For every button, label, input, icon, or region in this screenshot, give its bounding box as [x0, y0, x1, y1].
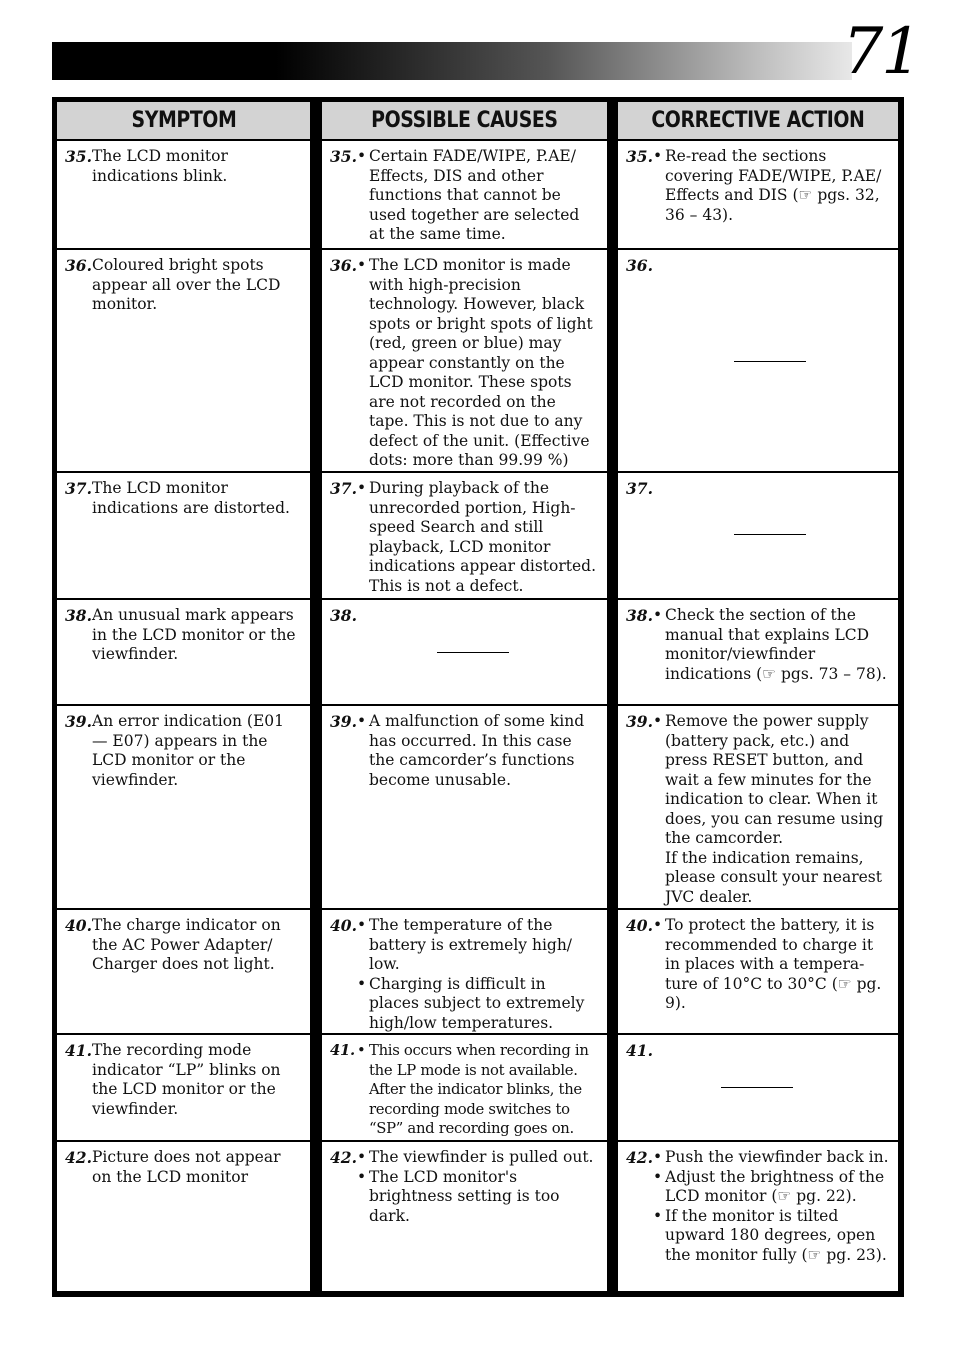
- item-number: 40.: [626, 916, 653, 935]
- causes-cell-40: 40. • The temperature of the battery is extremely high/ low. • Charging is difficult in places subject to extremely high/low temperatures.: [322, 910, 607, 1035]
- item-number: 39.: [626, 712, 653, 731]
- action-text: Adjust the brightness of the LCD monitor (☞ pg. 22).: [665, 1167, 885, 1205]
- item-number: 42.: [65, 1148, 92, 1167]
- page-number: 71: [842, 15, 920, 89]
- action-cell-40: 40. • To protect the battery, it is recommended to charge it in places with a tempera- ture of 10°C to 30°C (☞ pg. 9).: [618, 910, 898, 1035]
- item-number: 41.: [65, 1041, 92, 1060]
- symptom-cell-39: [57, 706, 310, 910]
- item-number: 38.: [65, 606, 92, 625]
- cause-text: The temperature of the battery is extremely high/ low.: [369, 916, 573, 973]
- symptom-text: An unusual mark appears in the LCD monitor or the viewfinder.: [92, 606, 296, 663]
- header-gradient-bar: [52, 42, 852, 80]
- cause-text: The viewfinder is pulled out.: [369, 1148, 594, 1166]
- cause-text: This occurs when recording in the LP mode is not available. After the indicator blinks, the recording mode switches to “SP” and recording goes on.: [369, 1042, 589, 1137]
- action-cell-35: 35. • Re-read the sections covering FADE/WIPE, P.AE/ Effects and DIS (☞ pgs. 32, 36 – 43).: [618, 141, 898, 250]
- symptom-cell-42: [57, 1142, 310, 1291]
- symptom-text: The LCD monitor indications are distorted.: [92, 479, 290, 517]
- action-text: Re-read the sections covering FADE/WIPE, P.AE/ Effects and DIS (☞ pgs. 32, 36 – 43).: [665, 147, 882, 224]
- causes-cell-42: 42. • The viewfinder is pulled out. • The LCD monitor's brightness setting is too dark.: [322, 1142, 607, 1291]
- action-note: If the indication remains, please consult your nearest JVC dealer.: [665, 848, 882, 906]
- no-entry-dash: [721, 1087, 793, 1088]
- action-cell-41: [618, 1035, 898, 1142]
- cause-text: The LCD monitor's brightness setting is too dark.: [369, 1167, 560, 1225]
- symptom-column: [57, 102, 310, 1291]
- causes-cell-38: [322, 600, 607, 706]
- item-number: 42.: [330, 1148, 357, 1167]
- causes-cell-35: 35. • Certain FADE/WIPE, P.AE/ Effects, DIS and other functions that cannot be used together are selected at the same time.: [322, 141, 607, 250]
- causes-column: [322, 102, 607, 1291]
- item-number: 37.: [65, 479, 92, 498]
- causes-cell-41: 41. • This occurs when recording in the LP mode is not available. After the indicator blinks, the recording mode switches to “SP” and recording goes on.: [322, 1035, 607, 1142]
- action-text: Remove the power supply (battery pack, etc.) and press RESET button, and wait a few minutes for the indication to clear. When it does, you can resume using the camcorder.: [665, 712, 884, 847]
- item-number: 36.: [626, 256, 653, 275]
- cause-text: The LCD monitor is made with high-precision technology. However, black spots or bright spots of light (red, green or blue) may appear constantly on the LCD monitor. These spots are not recorded on the tape. This is not due to any defect of the unit. (Effective dots: more than 99.99 %): [369, 256, 593, 469]
- symptom-cell-38: [57, 600, 310, 706]
- action-cell-38: 38. • Check the section of the manual that explains LCD monitor/viewfinder indications (☞ pgs. 73 – 78).: [618, 600, 898, 706]
- item-number: 35.: [65, 147, 92, 166]
- symptom-text: The LCD monitor indications blink.: [92, 147, 228, 185]
- item-number: 36.: [65, 256, 92, 275]
- symptom-cell-36: [57, 250, 310, 473]
- cause-text: During playback of the unrecorded portion, High-speed Search and still playback, LCD monitor indications appear distorted. This is not a defect.: [369, 479, 597, 595]
- item-number: 39.: [65, 712, 92, 731]
- no-entry-dash: [734, 534, 806, 535]
- action-column: [618, 102, 898, 1291]
- item-number: 36.: [330, 256, 357, 275]
- symptom-cell-40: [57, 910, 310, 1035]
- symptom-text: The recording mode indicator “LP” blinks on the LCD monitor or the viewfinder.: [92, 1041, 281, 1118]
- symptom-header: SYMPTOM: [57, 102, 310, 141]
- item-number: 38.: [626, 606, 653, 625]
- causes-cell-36: 36. • The LCD monitor is made with high-precision technology. However, black spots or bright spots of light (red, green or blue) may appear constantly on the LCD monitor. These spots are not recorded on the tape. This is not due to any defect of the unit. (Effective dots: more than 99.99 %): [322, 250, 607, 473]
- action-text: Check the section of the manual that explains LCD monitor/viewfinder indications (☞ pgs. 73 – 78).: [665, 606, 887, 683]
- cause-text: A malfunction of some kind has occurred. In this case the camcorder’s functions become unusable.: [369, 712, 585, 789]
- action-cell-42: 42. • Push the viewfinder back in. • Adjust the brightness of the LCD monitor (☞ pg. 22). • If the monitor is tilted upward 180 degrees, open the monitor fully (☞ pg. 23).: [626, 1148, 889, 1264]
- item-number: 38.: [330, 606, 357, 625]
- symptom-cell-37: [57, 473, 310, 600]
- item-number: 35.: [330, 147, 357, 166]
- action-cell-36: [618, 250, 898, 473]
- item-number: 42.: [626, 1148, 653, 1167]
- item-number: 37.: [626, 479, 653, 498]
- cause-text: Charging is difficult in places subject to extremely high/low temperatures.: [369, 974, 585, 1032]
- no-entry-dash: [437, 652, 509, 653]
- no-entry-dash: [734, 361, 806, 362]
- causes-cell-39: 39. • A malfunction of some kind has occurred. In this case the camcorder’s functions become unusable.: [322, 706, 607, 910]
- item-number: 41.: [626, 1041, 653, 1060]
- item-number: 40.: [65, 916, 92, 935]
- symptom-text: Picture does not appear on the LCD monitor: [92, 1148, 281, 1186]
- action-text: To protect the battery, it is recommended to charge it in places with a tempera- ture of 10°C to 30°C (☞ pg. 9).: [665, 916, 882, 1012]
- item-number: 35.: [626, 147, 653, 166]
- cause-text: Certain FADE/WIPE, P.AE/ Effects, DIS and other functions that cannot be used together are selected at the same time.: [369, 147, 580, 243]
- symptom-text: The charge indicator on the AC Power Adapter/ Charger does not light.: [92, 916, 281, 973]
- action-cell-39: 39. • Remove the power supply (battery pack, etc.) and press RESET button, and wait a few minutes for the indication to clear. When it does, you can resume using the camcorder. If the indication remains, please consult your nearest JVC dealer.: [618, 706, 898, 910]
- action-header: CORRECTIVE ACTION: [618, 102, 898, 141]
- item-number: 39.: [330, 712, 357, 731]
- symptom-cell-35: [57, 141, 310, 250]
- action-cell-37: [618, 473, 898, 600]
- item-number: 41.: [330, 1042, 355, 1059]
- troubleshooting-table: [52, 97, 904, 1297]
- item-number: 40.: [330, 916, 357, 935]
- action-text: Push the viewfinder back in.: [665, 1148, 889, 1166]
- action-text: If the monitor is tilted upward 180 degrees, open the monitor fully (☞ pg. 23).: [665, 1206, 887, 1264]
- symptom-text: An error indication (E01 — E07) appears in the LCD monitor or the viewfinder.: [92, 712, 285, 789]
- item-number: 37.: [330, 479, 357, 498]
- causes-header: POSSIBLE CAUSES: [322, 102, 607, 141]
- causes-cell-37: 37. • During playback of the unrecorded portion, High-speed Search and still playback, LCD monitor indications appear distorted. This is not a defect.: [322, 473, 607, 600]
- symptom-text: Coloured bright spots appear all over the LCD monitor.: [92, 256, 281, 313]
- symptom-cell-41: [57, 1035, 310, 1142]
